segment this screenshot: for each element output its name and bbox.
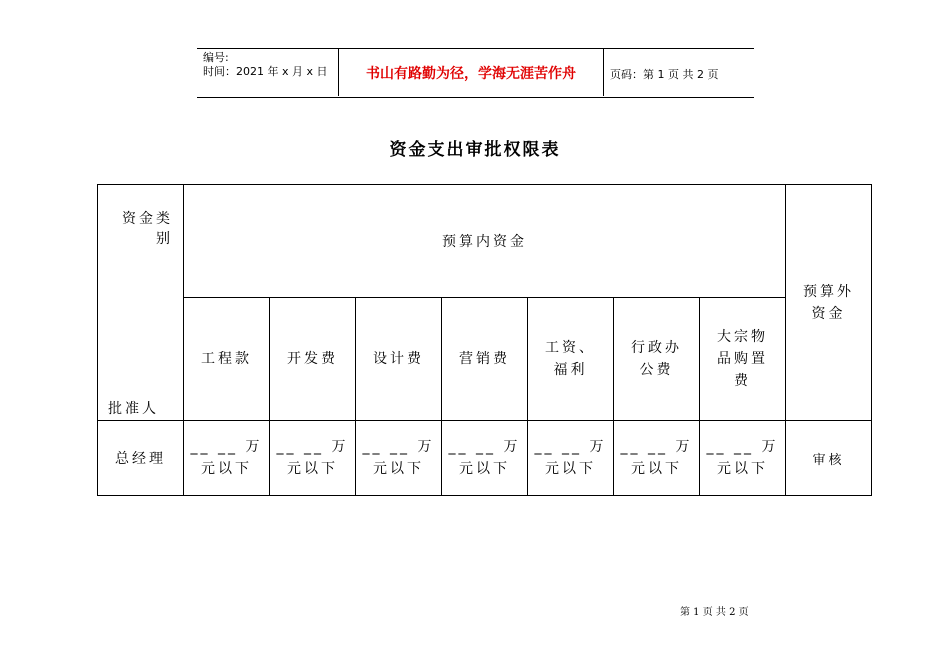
- amount-cell: __ __ 万 元以下: [700, 421, 786, 496]
- document-header: [197, 48, 754, 98]
- column-header-1: 开发费: [270, 298, 356, 421]
- number-label: 编号:: [203, 51, 229, 64]
- page-label: 页码：第 1 页 共 2 页: [610, 68, 719, 81]
- corner-bottom: 批准人: [108, 401, 159, 417]
- amount-cell: __ __ 万 元以下: [270, 421, 356, 496]
- row-label-general-manager: 总经理: [98, 421, 184, 496]
- column-header-5: 行政办 公费: [614, 298, 700, 421]
- page-title: 资金支出审批权限表: [389, 140, 561, 160]
- corner-top-line2: 别: [156, 231, 173, 247]
- corner-top-line1: 资金类: [122, 211, 173, 227]
- amount-cell: __ __ 万 元以下: [356, 421, 442, 496]
- motto: 书山有路勤为径，学海无涯苦作舟: [338, 49, 604, 96]
- column-header-2: 设计费: [356, 298, 442, 421]
- approval-table: [97, 184, 872, 496]
- amount-cell: __ __ 万 元以下: [528, 421, 614, 496]
- column-header-3: 营销费: [442, 298, 528, 421]
- time-label: 时间：2021 年 x 月 x 日: [203, 65, 328, 78]
- page-footer: 第 1 页 共 2 页: [680, 607, 749, 618]
- budget-out-header: 预算外 资金: [786, 185, 872, 421]
- amount-cell: __ __ 万 元以下: [614, 421, 700, 496]
- column-header-6: 大宗物 品购置 费: [700, 298, 786, 421]
- column-header-4: 工资、 福利: [528, 298, 614, 421]
- review-cell: 审核: [786, 421, 872, 496]
- amount-cell: __ __ 万 元以下: [442, 421, 528, 496]
- amount-cell: __ __ 万 元以下: [184, 421, 270, 496]
- header-meta: [203, 51, 328, 79]
- column-header-0: 工程款: [184, 298, 270, 421]
- budget-in-header: 预算内资金: [184, 185, 786, 298]
- corner-cell: [98, 185, 184, 421]
